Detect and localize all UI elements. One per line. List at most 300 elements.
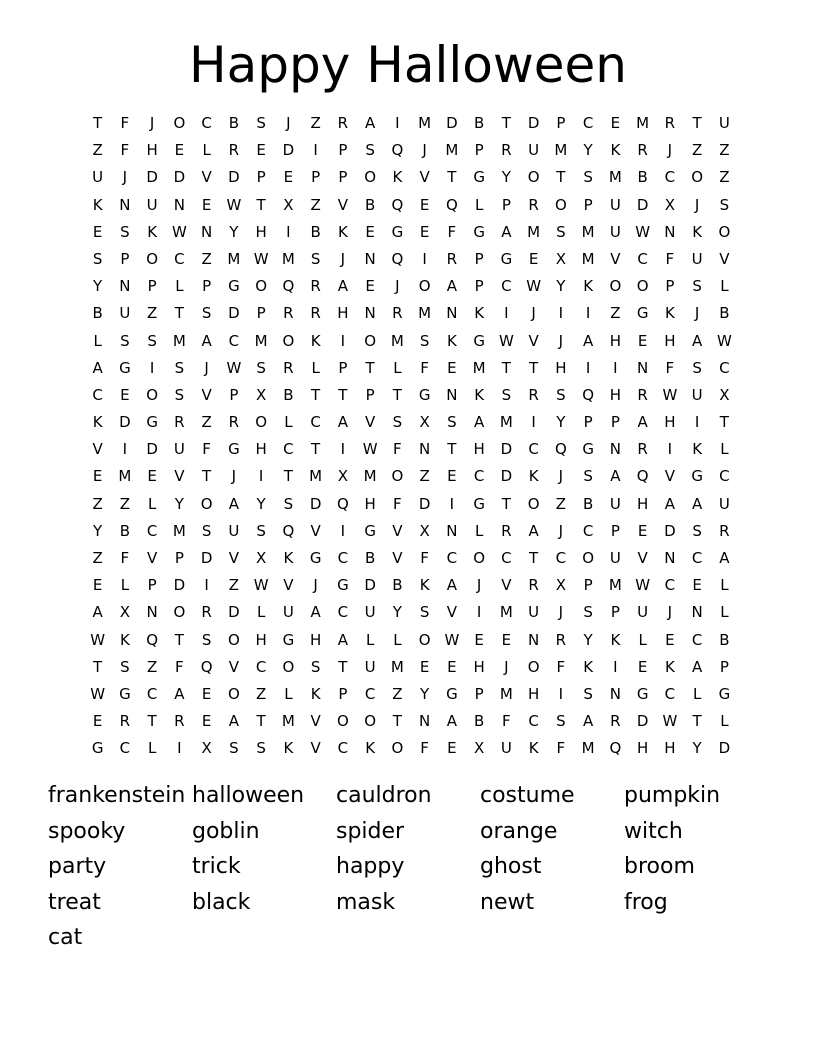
grid-letter[interactable]: O xyxy=(146,385,159,404)
grid-letter[interactable]: F xyxy=(120,114,130,132)
grid-letter[interactable]: A xyxy=(473,413,485,432)
grid-letter[interactable]: M xyxy=(581,739,595,758)
grid-letter[interactable]: A xyxy=(637,413,648,432)
grid-letter[interactable]: Y xyxy=(583,630,593,649)
grid-letter[interactable]: Z xyxy=(146,657,158,676)
grid-letter[interactable]: K xyxy=(664,657,675,676)
grid-letter[interactable]: K xyxy=(583,657,594,676)
grid-letter[interactable]: Q xyxy=(554,440,567,459)
grid-letter[interactable]: L xyxy=(256,603,266,622)
grid-letter[interactable]: M xyxy=(390,657,404,676)
grid-letter[interactable]: S xyxy=(256,358,266,377)
grid-letter[interactable]: J xyxy=(204,358,209,377)
grid-letter[interactable]: N xyxy=(201,222,213,241)
grid-letter[interactable]: V xyxy=(310,739,321,758)
grid-letter[interactable]: P xyxy=(583,195,593,214)
grid-letter[interactable]: K xyxy=(528,467,539,486)
grid-letter[interactable]: S xyxy=(310,249,321,268)
grid-letter[interactable]: L xyxy=(720,712,729,731)
grid-letter[interactable]: M xyxy=(281,712,295,731)
grid-letter[interactable]: Z xyxy=(310,114,321,132)
grid-letter[interactable]: X xyxy=(119,603,131,622)
grid-letter[interactable]: P xyxy=(719,657,729,676)
grid-letter[interactable]: U xyxy=(119,304,131,323)
grid-letter[interactable]: I xyxy=(667,440,673,459)
grid-letter[interactable]: P xyxy=(610,413,620,432)
grid-letter[interactable]: M xyxy=(472,358,486,377)
grid-letter[interactable]: V xyxy=(92,440,103,459)
grid-letter[interactable]: I xyxy=(122,440,128,459)
grid-letter[interactable]: N xyxy=(146,603,158,622)
grid-letter[interactable]: T xyxy=(365,358,375,377)
grid-letter[interactable]: Y xyxy=(93,521,103,540)
grid-letter[interactable]: T xyxy=(529,549,539,567)
grid-letter[interactable]: P xyxy=(610,603,620,622)
grid-letter[interactable]: O xyxy=(146,249,159,268)
grid-letter[interactable]: J xyxy=(531,304,536,323)
grid-letter[interactable]: E xyxy=(201,712,212,731)
grid-letter[interactable]: P xyxy=(365,385,375,404)
grid-letter[interactable]: S xyxy=(201,630,212,649)
grid-letter[interactable]: Z xyxy=(691,141,703,160)
grid-letter[interactable]: X xyxy=(555,249,567,268)
grid-letter[interactable]: V xyxy=(283,576,294,595)
grid-letter[interactable]: H xyxy=(664,331,676,350)
grid-letter[interactable]: O xyxy=(718,222,731,241)
grid-letter[interactable]: E xyxy=(637,521,648,540)
grid-letter[interactable]: I xyxy=(177,739,182,758)
grid-letter[interactable]: U xyxy=(718,114,730,132)
grid-letter[interactable]: M xyxy=(418,304,432,323)
grid-letter[interactable]: F xyxy=(120,141,130,160)
grid-letter[interactable]: Q xyxy=(200,657,213,676)
grid-letter[interactable]: Z xyxy=(555,494,567,513)
grid-letter[interactable]: A xyxy=(92,603,103,622)
grid-letter[interactable]: S xyxy=(583,467,593,486)
grid-letter[interactable]: V xyxy=(446,603,457,622)
grid-letter[interactable]: B xyxy=(582,494,594,513)
grid-letter[interactable]: W xyxy=(90,630,106,649)
grid-letter[interactable]: T xyxy=(311,385,321,404)
grid-letter[interactable]: V xyxy=(146,549,158,567)
grid-letter[interactable]: A xyxy=(446,712,457,731)
grid-letter[interactable]: J xyxy=(476,576,482,595)
grid-letter[interactable]: V xyxy=(310,712,321,731)
grid-letter[interactable]: U xyxy=(173,440,185,459)
grid-letter[interactable]: V xyxy=(719,249,730,268)
grid-letter[interactable]: M xyxy=(499,603,513,622)
grid-letter[interactable]: H xyxy=(664,413,676,432)
grid-letter[interactable]: T xyxy=(256,712,266,731)
grid-letter[interactable]: P xyxy=(338,168,348,187)
grid-letter[interactable]: S xyxy=(256,521,266,540)
grid-letter[interactable]: G xyxy=(228,440,240,459)
grid-letter[interactable]: T xyxy=(501,494,511,513)
grid-letter[interactable]: N xyxy=(419,440,431,459)
grid-letter[interactable]: O xyxy=(582,549,595,567)
grid-letter[interactable]: A xyxy=(691,494,703,513)
grid-letter[interactable]: P xyxy=(311,168,321,187)
grid-letter[interactable]: N xyxy=(119,277,131,296)
grid-letter[interactable]: Z xyxy=(255,684,267,703)
grid-letter[interactable]: R xyxy=(201,603,212,622)
grid-letter[interactable]: H xyxy=(364,494,376,513)
grid-letter[interactable]: U xyxy=(528,141,540,160)
grid-letter[interactable]: G xyxy=(718,684,731,703)
grid-letter[interactable]: W xyxy=(662,712,678,731)
grid-letter[interactable]: U xyxy=(718,494,730,513)
grid-letter[interactable]: W xyxy=(253,576,269,595)
grid-letter[interactable]: O xyxy=(336,712,349,731)
grid-letter[interactable]: A xyxy=(337,413,348,432)
grid-letter[interactable]: X xyxy=(664,195,676,214)
grid-letter[interactable]: C xyxy=(201,114,212,132)
grid-letter[interactable]: A xyxy=(501,222,512,241)
grid-letter[interactable]: A xyxy=(201,331,212,350)
grid-letter[interactable]: T xyxy=(174,630,184,649)
grid-letter[interactable]: O xyxy=(527,657,540,676)
grid-letter[interactable]: V xyxy=(337,195,348,214)
grid-letter[interactable]: F xyxy=(665,358,675,377)
grid-letter[interactable]: G xyxy=(337,576,349,595)
grid-letter[interactable]: A xyxy=(228,494,239,513)
grid-letter[interactable]: R xyxy=(555,630,567,649)
grid-letter[interactable]: O xyxy=(227,630,240,649)
grid-letter[interactable]: Z xyxy=(392,684,403,703)
grid-letter[interactable]: L xyxy=(638,630,647,649)
grid-letter[interactable]: X xyxy=(719,385,730,404)
grid-letter[interactable]: F xyxy=(175,657,184,676)
grid-letter[interactable]: E xyxy=(692,576,702,595)
grid-letter[interactable]: W xyxy=(226,358,242,377)
grid-letter[interactable]: B xyxy=(92,304,103,323)
grid-letter[interactable]: G xyxy=(91,739,104,758)
grid-letter[interactable]: G xyxy=(119,358,131,377)
grid-letter[interactable]: J xyxy=(122,168,128,187)
grid-letter[interactable]: N xyxy=(446,304,458,323)
grid-letter[interactable]: L xyxy=(284,684,293,703)
grid-letter[interactable]: E xyxy=(174,141,185,160)
grid-letter[interactable]: E xyxy=(637,657,648,676)
grid-letter[interactable]: S xyxy=(201,304,212,323)
grid-letter[interactable]: P xyxy=(610,521,620,540)
grid-letter[interactable]: A xyxy=(310,603,321,622)
grid-letter[interactable]: K xyxy=(664,304,675,323)
grid-letter[interactable]: S xyxy=(365,141,375,160)
grid-letter[interactable]: G xyxy=(146,413,158,432)
grid-letter[interactable]: C xyxy=(337,739,349,758)
grid-letter[interactable]: S xyxy=(256,739,266,758)
grid-letter[interactable]: L xyxy=(120,576,130,595)
grid-letter[interactable]: P xyxy=(256,168,266,187)
grid-letter[interactable]: R xyxy=(610,712,621,731)
grid-letter[interactable]: D xyxy=(228,304,240,323)
grid-letter[interactable]: A xyxy=(228,712,239,731)
grid-letter[interactable]: C xyxy=(719,467,730,486)
grid-letter[interactable]: B xyxy=(473,712,485,731)
grid-letter[interactable]: K xyxy=(392,168,403,187)
grid-letter[interactable]: A xyxy=(582,712,594,731)
grid-letter[interactable]: T xyxy=(392,385,402,404)
grid-letter[interactable]: C xyxy=(582,521,594,540)
grid-letter[interactable]: R xyxy=(719,521,730,540)
grid-letter[interactable]: B xyxy=(310,222,321,241)
grid-letter[interactable]: E xyxy=(419,657,430,676)
grid-letter[interactable]: I xyxy=(340,331,346,350)
grid-letter[interactable]: B xyxy=(364,549,376,567)
grid-letter[interactable]: N xyxy=(664,222,676,241)
grid-letter[interactable]: C xyxy=(255,657,267,676)
grid-letter[interactable]: J xyxy=(340,249,346,268)
grid-letter[interactable]: Y xyxy=(556,413,566,432)
grid-letter[interactable]: F xyxy=(420,739,429,758)
grid-letter[interactable]: N xyxy=(637,358,649,377)
grid-letter[interactable]: N xyxy=(173,195,185,214)
grid-letter[interactable]: N xyxy=(691,603,703,622)
grid-letter[interactable]: N xyxy=(364,304,376,323)
grid-letter[interactable]: H xyxy=(527,684,540,703)
grid-letter[interactable]: T xyxy=(338,657,348,676)
grid-letter[interactable]: G xyxy=(364,521,376,540)
grid-letter[interactable]: Z xyxy=(119,494,131,513)
grid-letter[interactable]: Y xyxy=(229,222,239,241)
grid-letter[interactable]: H xyxy=(255,440,267,459)
grid-letter[interactable]: D xyxy=(500,467,513,486)
grid-letter[interactable]: C xyxy=(664,576,676,595)
grid-letter[interactable]: Y xyxy=(420,684,430,703)
grid-letter[interactable]: D xyxy=(309,494,322,513)
grid-letter[interactable]: C xyxy=(691,549,703,567)
grid-letter[interactable]: A xyxy=(446,277,457,296)
grid-letter[interactable]: T xyxy=(447,440,457,459)
grid-letter[interactable]: S xyxy=(719,195,730,214)
grid-letter[interactable]: R xyxy=(664,114,676,132)
grid-letter[interactable]: Q xyxy=(282,521,295,540)
grid-letter[interactable]: R xyxy=(528,576,539,595)
grid-letter[interactable]: T xyxy=(311,440,321,459)
grid-letter[interactable]: L xyxy=(93,331,102,350)
grid-letter[interactable]: Q xyxy=(391,195,404,214)
grid-letter[interactable]: S xyxy=(501,385,512,404)
grid-letter[interactable]: Y xyxy=(93,277,103,296)
grid-letter[interactable]: Y xyxy=(583,141,593,160)
grid-letter[interactable]: R xyxy=(446,249,458,268)
grid-letter[interactable]: H xyxy=(146,141,158,160)
grid-letter[interactable]: C xyxy=(337,549,349,567)
grid-letter[interactable]: G xyxy=(500,249,513,268)
grid-letter[interactable]: M xyxy=(254,331,268,350)
grid-letter[interactable]: E xyxy=(92,576,103,595)
grid-letter[interactable]: H xyxy=(636,739,649,758)
grid-letter[interactable]: Z xyxy=(201,249,212,268)
grid-letter[interactable]: C xyxy=(283,440,294,459)
grid-letter[interactable]: T xyxy=(692,712,702,731)
grid-letter[interactable]: R xyxy=(637,141,648,160)
grid-letter[interactable]: N xyxy=(609,440,621,459)
grid-letter[interactable]: G xyxy=(228,277,240,296)
grid-letter[interactable]: C xyxy=(555,549,567,567)
grid-letter[interactable]: R xyxy=(283,304,294,323)
grid-letter[interactable]: T xyxy=(719,413,729,432)
grid-letter[interactable]: D xyxy=(146,168,158,187)
grid-letter[interactable]: L xyxy=(393,358,402,377)
grid-letter[interactable]: A xyxy=(92,358,103,377)
grid-letter[interactable]: E xyxy=(201,684,212,703)
grid-letter[interactable]: D xyxy=(173,576,186,595)
grid-letter[interactable]: M xyxy=(363,467,377,486)
grid-letter[interactable]: E xyxy=(365,222,375,241)
grid-letter[interactable]: C xyxy=(528,712,539,731)
grid-letter[interactable]: T xyxy=(256,195,266,214)
grid-letter[interactable]: S xyxy=(283,494,294,513)
grid-letter[interactable]: L xyxy=(311,358,320,377)
grid-letter[interactable]: M xyxy=(418,114,432,132)
grid-letter[interactable]: Y xyxy=(692,739,702,758)
grid-letter[interactable]: H xyxy=(664,739,676,758)
grid-letter[interactable]: O xyxy=(554,195,567,214)
grid-letter[interactable]: W xyxy=(226,195,242,214)
grid-letter[interactable]: Z xyxy=(719,168,730,187)
grid-letter[interactable]: L xyxy=(284,413,293,432)
grid-letter[interactable]: J xyxy=(558,467,564,486)
grid-letter[interactable]: M xyxy=(581,222,595,241)
grid-letter[interactable]: Z xyxy=(719,141,730,160)
grid-letter[interactable]: I xyxy=(313,141,318,160)
grid-letter[interactable]: V xyxy=(501,576,512,595)
grid-letter[interactable]: K xyxy=(610,630,621,649)
grid-letter[interactable]: W xyxy=(526,277,542,296)
grid-letter[interactable]: C xyxy=(228,331,240,350)
grid-letter[interactable]: J xyxy=(667,603,673,622)
grid-letter[interactable]: G xyxy=(691,467,703,486)
grid-letter[interactable]: J xyxy=(558,603,564,622)
grid-letter[interactable]: A xyxy=(337,630,348,649)
grid-letter[interactable]: U xyxy=(500,739,512,758)
grid-letter[interactable]: J xyxy=(694,195,700,214)
grid-letter[interactable]: N xyxy=(446,385,458,404)
grid-letter[interactable]: M xyxy=(227,249,241,268)
grid-letter[interactable]: U xyxy=(691,249,703,268)
grid-letter[interactable]: P xyxy=(147,277,157,296)
grid-letter[interactable]: C xyxy=(637,249,648,268)
grid-letter[interactable]: H xyxy=(555,358,567,377)
grid-letter[interactable]: F xyxy=(556,739,566,758)
grid-letter[interactable]: C xyxy=(119,739,131,758)
grid-letter[interactable]: T xyxy=(93,114,103,132)
grid-letter[interactable]: U xyxy=(609,494,621,513)
grid-letter[interactable]: A xyxy=(719,549,730,567)
grid-letter[interactable]: C xyxy=(719,358,730,377)
grid-letter[interactable]: X xyxy=(337,467,349,486)
grid-letter[interactable]: Z xyxy=(228,576,240,595)
grid-letter[interactable]: S xyxy=(692,521,702,540)
grid-letter[interactable]: J xyxy=(313,576,318,595)
grid-letter[interactable]: C xyxy=(473,467,485,486)
grid-letter[interactable]: B xyxy=(719,304,730,323)
grid-letter[interactable]: P xyxy=(120,249,130,268)
grid-letter[interactable]: T xyxy=(529,358,539,377)
grid-letter[interactable]: E xyxy=(147,467,157,486)
grid-letter[interactable]: P xyxy=(474,684,484,703)
grid-letter[interactable]: D xyxy=(228,168,240,187)
grid-letter[interactable]: S xyxy=(556,385,566,404)
grid-letter[interactable]: U xyxy=(92,168,104,187)
grid-letter[interactable]: X xyxy=(255,385,267,404)
grid-letter[interactable]: I xyxy=(613,358,618,377)
grid-letter[interactable]: B xyxy=(637,168,648,187)
grid-letter[interactable]: P xyxy=(256,304,266,323)
grid-letter[interactable]: I xyxy=(340,440,346,459)
grid-letter[interactable]: J xyxy=(395,277,400,296)
grid-letter[interactable]: P xyxy=(229,385,239,404)
grid-letter[interactable]: J xyxy=(558,331,564,350)
grid-letter[interactable]: O xyxy=(282,657,295,676)
grid-letter[interactable]: S xyxy=(583,168,593,187)
grid-letter[interactable]: G xyxy=(309,549,322,567)
grid-letter[interactable]: J xyxy=(667,141,673,160)
grid-letter[interactable]: K xyxy=(474,385,485,404)
grid-letter[interactable]: F xyxy=(502,712,511,731)
grid-letter[interactable]: Q xyxy=(282,277,295,296)
grid-letter[interactable]: C xyxy=(310,413,321,432)
grid-letter[interactable]: C xyxy=(691,630,703,649)
grid-letter[interactable]: A xyxy=(446,576,457,595)
grid-letter[interactable]: U xyxy=(637,603,649,622)
grid-letter[interactable]: E xyxy=(419,222,430,241)
grid-letter[interactable]: S xyxy=(556,222,566,241)
grid-letter[interactable]: W xyxy=(498,331,514,350)
grid-letter[interactable]: K xyxy=(283,549,294,567)
grid-letter[interactable]: F xyxy=(420,549,429,567)
grid-letter[interactable]: O xyxy=(364,168,377,187)
grid-letter[interactable]: S xyxy=(147,331,157,350)
grid-letter[interactable]: R xyxy=(637,385,648,404)
grid-letter[interactable]: H xyxy=(309,630,322,649)
grid-letter[interactable]: C xyxy=(446,549,458,567)
grid-letter[interactable]: D xyxy=(636,195,649,214)
grid-letter[interactable]: O xyxy=(636,277,649,296)
grid-letter[interactable]: Z xyxy=(92,141,103,160)
grid-letter[interactable]: L xyxy=(147,494,157,513)
grid-letter[interactable]: G xyxy=(418,385,431,404)
grid-letter[interactable]: M xyxy=(281,249,295,268)
grid-letter[interactable]: E xyxy=(283,168,294,187)
grid-letter[interactable]: R xyxy=(283,358,294,377)
grid-letter[interactable]: M xyxy=(499,413,513,432)
grid-letter[interactable]: L xyxy=(720,576,729,595)
grid-letter[interactable]: H xyxy=(636,494,649,513)
grid-letter[interactable]: N xyxy=(419,712,431,731)
grid-letter[interactable]: Y xyxy=(174,494,184,513)
grid-letter[interactable]: L xyxy=(692,684,702,703)
grid-letter[interactable]: G xyxy=(446,684,458,703)
grid-letter[interactable]: A xyxy=(610,467,621,486)
grid-letter[interactable]: S xyxy=(692,358,702,377)
grid-letter[interactable]: K xyxy=(419,576,430,595)
grid-letter[interactable]: C xyxy=(146,684,158,703)
grid-letter[interactable]: S xyxy=(174,385,185,404)
grid-letter[interactable]: D xyxy=(200,549,213,567)
grid-letter[interactable]: C xyxy=(146,521,158,540)
grid-letter[interactable]: P xyxy=(474,277,484,296)
grid-letter[interactable]: I xyxy=(558,684,564,703)
grid-letter[interactable]: W xyxy=(253,249,269,268)
grid-letter[interactable]: L xyxy=(720,603,729,622)
grid-letter[interactable]: Z xyxy=(419,467,430,486)
grid-letter[interactable]: X xyxy=(555,576,567,595)
grid-letter[interactable]: S xyxy=(419,603,430,622)
grid-letter[interactable]: R xyxy=(119,712,131,731)
